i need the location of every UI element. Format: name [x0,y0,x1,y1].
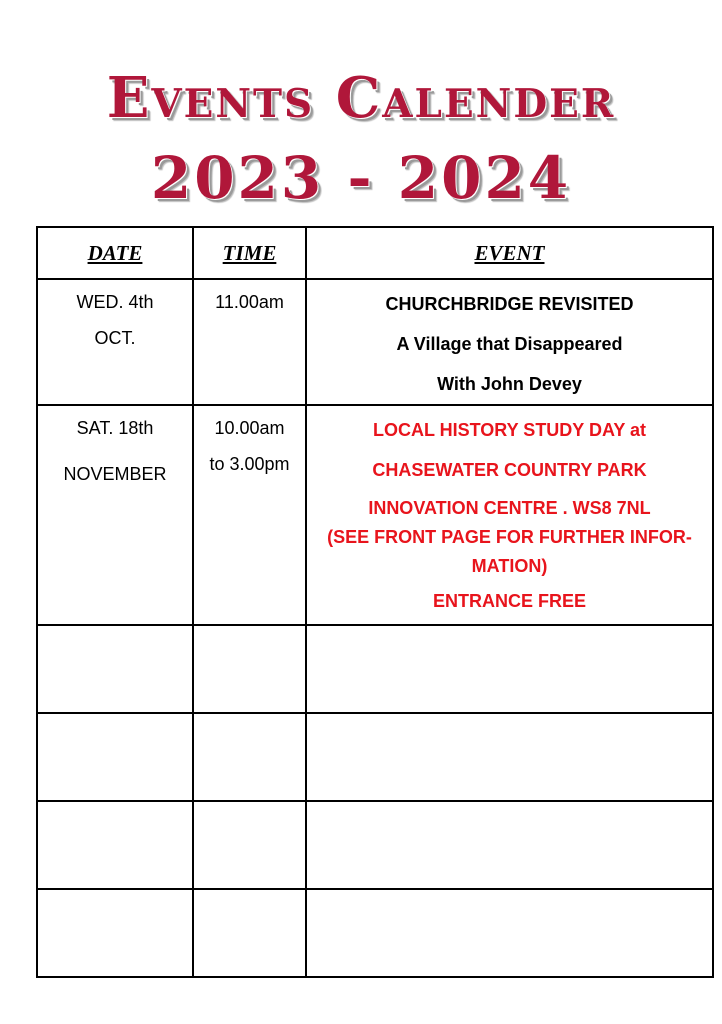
row2-time-cell [193,405,306,625]
empty-event-cell [306,713,713,801]
events-table [36,226,714,978]
empty-time-cell [193,801,306,889]
row2-event-line1: LOCAL HISTORY STUDY DAY at [372,420,647,440]
page-subtitle-years: 2023 - 2024 [150,144,572,212]
empty-time-cell [193,625,306,713]
empty-date-cell [37,801,193,889]
row1-date-line2: OCT. [94,328,136,348]
row1-event-cell [306,279,713,405]
empty-event-cell [306,889,713,977]
table-row-empty [37,713,713,801]
row2-event-line2: CHASEWATER COUNTRY PARK [372,460,647,480]
table-row [37,279,713,405]
table-row-empty [37,625,713,713]
table-header-row [37,227,713,279]
row2-date-line2: NOVEMBER [63,464,167,484]
page-title: Events Calender [106,65,616,131]
row1-date-line1: WED. 4th [76,292,154,312]
row2-event-line5: MATION) [471,556,548,576]
row1-event-subtitle: A Village that Disappeared [396,334,623,354]
empty-time-cell [193,889,306,977]
row2-event-line4: (SEE FRONT PAGE FOR FURTHER INFOR- [327,527,692,547]
empty-date-cell [37,625,193,713]
row1-date-cell [37,279,193,405]
row2-event-line6: ENTRANCE FREE [432,591,586,611]
header-event: EVENT [306,227,713,279]
empty-event-cell [306,625,713,713]
row2-time-line2: to 3.00pm [209,454,290,474]
table-row-empty [37,889,713,977]
row1-event-title: CHURCHBRIDGE REVISITED [385,294,634,314]
row2-event-line3: INNOVATION CENTRE . WS8 7NL [368,498,651,518]
empty-event-cell [306,801,713,889]
table-row-empty [37,801,713,889]
empty-time-cell [193,713,306,801]
empty-date-cell [37,889,193,977]
row1-time-cell [193,279,306,405]
header-date: DATE [37,227,193,279]
row1-time: 11.00am [215,292,284,312]
row2-event-cell [306,405,713,625]
row1-event-speaker: With John Devey [437,374,582,394]
row2-date-line1: SAT. 18th [76,418,154,438]
empty-date-cell [37,713,193,801]
row2-time-line1: 10.00am [214,418,285,438]
header-time: TIME [193,227,306,279]
table-row [37,405,713,625]
row2-date-cell [37,405,193,625]
